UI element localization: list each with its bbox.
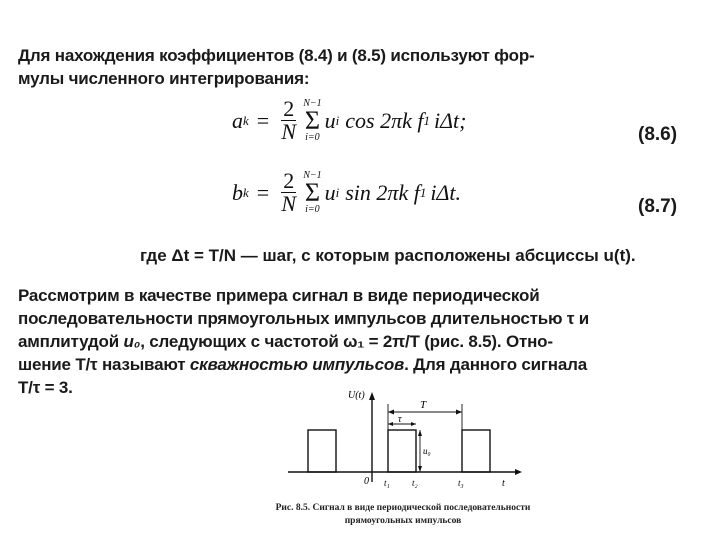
formula2-func: sin 2πk f [345, 179, 420, 205]
formula-8-7 [232, 170, 461, 215]
tau-label: τ [398, 414, 402, 425]
where-line: где Δt = T/N — шаг, с которым расположены абсциссы u(t). [140, 246, 636, 265]
formula2-frac-num: 2 [283, 168, 295, 193]
period-arrow-right [456, 410, 462, 415]
origin-label: 0 [364, 476, 369, 487]
u-axis-arrow [369, 392, 375, 400]
example-line-5: T/τ = 3. [18, 378, 73, 397]
example-line-4 [18, 353, 708, 376]
equation-number-8-7: (8.7) [638, 196, 678, 217]
example-line-4b: скважностью импульсов [189, 355, 405, 374]
intro-line-1: Для нахождения коэффициентов (8.4) и (8.5) используют фор- [18, 46, 535, 65]
formula1-sum-lower: i=0 [305, 131, 320, 143]
figure-caption [238, 502, 568, 528]
formula1-tail: iΔt; [433, 107, 467, 133]
formula2-fraction [281, 170, 296, 215]
formula1-sum-upper: N−1 [303, 97, 322, 109]
example-line-3 [18, 330, 708, 353]
formula2-lhs-sub: k [243, 184, 249, 200]
t3-label: t₃ [458, 478, 464, 488]
intro-line-2: мулы численного интегрирования: [18, 69, 310, 88]
formula-8-6 [232, 98, 466, 143]
example-line-1: Рассмотрим в качестве примера сигнал в виде периодической [18, 286, 540, 305]
formula1-fraction [281, 98, 296, 143]
example-line-2: последовательности прямоугольных импульсов длительностью τ и [18, 309, 590, 328]
example-line-3c: , следующих с частотой ω₁ = 2π/T (рис. 8.5). Отно- [140, 332, 553, 351]
example-line-3b: u₀ [123, 332, 141, 351]
t-axis-label: t [502, 478, 505, 489]
period-label: T [420, 399, 427, 411]
pulse-left [308, 430, 336, 472]
formula2-func-sub: 1 [419, 184, 427, 200]
period-arrow-left [388, 410, 394, 415]
formula1-func: cos 2πk f [345, 107, 424, 133]
formula1-eq: = [256, 107, 270, 133]
formula2-frac-den: N [281, 191, 297, 216]
example-paragraph [18, 284, 708, 399]
formula2-body-sub: i [335, 184, 340, 200]
formula2-sum-lower: i=0 [305, 203, 320, 215]
formula2-eq: = [256, 179, 270, 205]
amplitude-arrow-top [418, 430, 422, 436]
formula2-sigma: Σ [304, 177, 320, 207]
formula2-tail: iΔt. [430, 179, 461, 205]
tau-arrow-left [388, 422, 393, 426]
intro-paragraph [18, 44, 708, 90]
caption-line-2: прямоугольных импульсов [344, 516, 462, 526]
t1-label: t₁ [384, 478, 390, 488]
formula1-frac-den: N [281, 119, 297, 144]
example-line-4a: шение T/τ называют [18, 355, 190, 374]
formula1-lhs: a [232, 107, 243, 133]
amplitude-label: u₀ [423, 446, 431, 456]
formula1-frac-num: 2 [283, 96, 295, 121]
formula1-func-sub: 1 [423, 112, 430, 128]
equation-number-8-6: (8.6) [638, 124, 678, 145]
formula2-sum-upper: N−1 [303, 169, 322, 181]
example-line-4c: . Для данного сигнала [404, 355, 587, 374]
formula2-sum [303, 171, 321, 215]
caption-line-1: Рис. 8.5. Сигнал в виде периодической последовательности [275, 503, 531, 513]
formula1-sigma: Σ [304, 105, 320, 135]
u-axis-label: U(t) [348, 390, 365, 401]
formula1-lhs-sub: k [243, 112, 249, 128]
example-line-3a: амплитудой [18, 332, 124, 351]
t-axis-arrow [515, 469, 522, 475]
formula1-body-sub: i [335, 112, 340, 128]
pulse-center [388, 430, 416, 472]
formula2-body: u [324, 179, 336, 205]
tau-arrow-right [411, 422, 416, 426]
formula1-sum [303, 99, 321, 143]
formula2-lhs: b [232, 179, 243, 205]
t2-label: t₂ [412, 478, 418, 488]
amplitude-arrow-bottom [418, 466, 422, 472]
formula1-body: u [324, 107, 336, 133]
pulse-right [462, 430, 490, 472]
pulse-signal-figure [280, 386, 540, 498]
